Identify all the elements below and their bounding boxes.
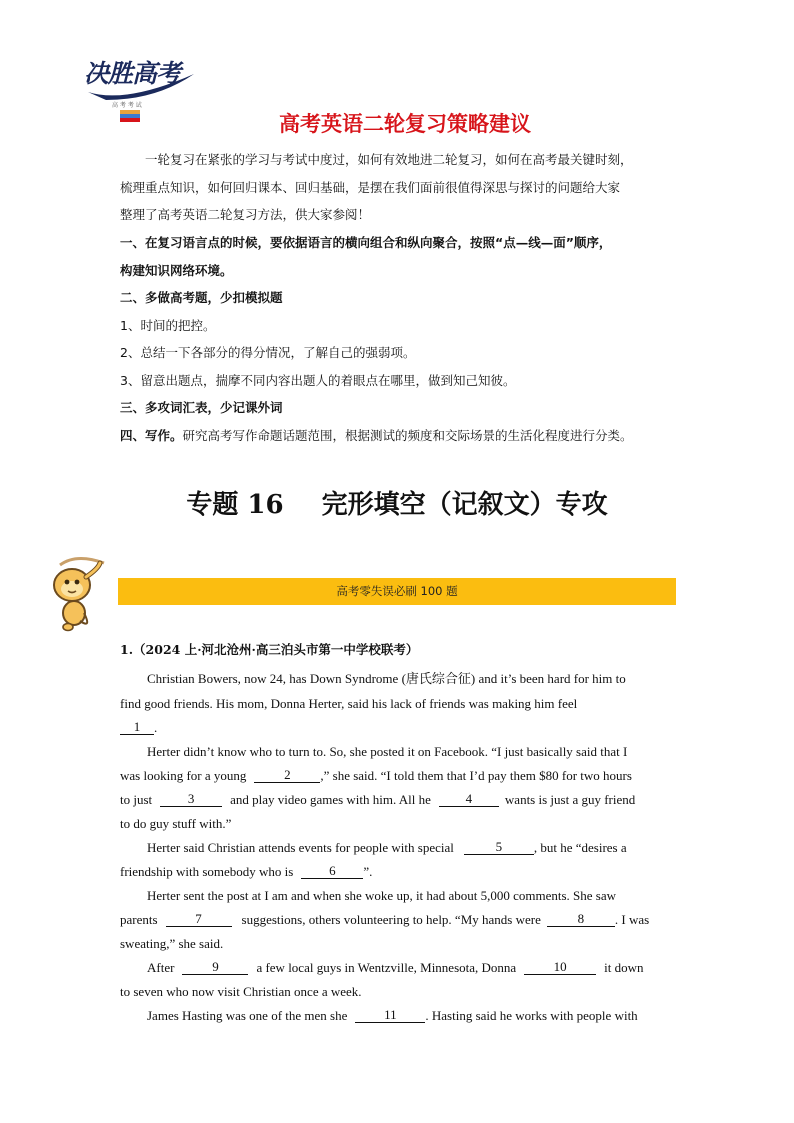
point-3-heading: 三、多攻词汇表，少记课外词 [120,400,283,415]
blank-6[interactable]: 6 [301,864,363,879]
intro-line-1: 一轮复习在紧张的学习与考试中度过，如何有效地进二轮复习，如何在高考最关键时刻， [145,152,633,167]
monkey-mascot-icon [46,555,108,633]
passage-line-1: Christian Bowers, now 24, has Down Syndrome (唐氏综合征) and it’s been hard for him to [147,671,626,686]
passage-line-11: parents 7 suggestions, others volunteering to help. “My hands were 8 . I was [120,911,650,927]
blank-1[interactable]: 1 [120,720,154,735]
passage-line-14: to seven who now visit Christian once a week. [120,984,362,999]
passage-line-8: Herter said Christian attends events for people with special 5 , but he “desires a [147,839,627,855]
passage-line-13: After 9 a few local guys in Wentzville, Minnesota, Donna 10 it down [147,959,644,975]
point-4-heading: 四、写作。 [120,428,183,443]
topic-number: 专题 16 [186,490,284,520]
blank-7[interactable]: 7 [166,912,232,927]
point-2-item-3: 3、留意出题点，揣摩不同内容出题人的着眼点在哪里，做到知己知彼。 [120,373,516,388]
blank-4[interactable]: 4 [439,792,499,807]
blank-3[interactable]: 3 [160,792,222,807]
page-title: 高考英语二轮复习策略建议 [279,112,531,136]
point-1-line-1: 一、在复习语言点的时候，要依据语言的横向组合和纵向聚合，按照“点—线—面”顺序， [120,235,612,250]
logo-brand: 决胜高考 [84,59,181,88]
blank-11[interactable]: 11 [355,1008,425,1023]
passage-line-9: friendship with somebody who is 6 ”. [120,863,373,879]
passage-line-5: was looking for a young 2 ,” she said. “I told them that I’d pay them $80 for two hours [120,767,632,783]
point-1-line-2: 构建知识网络环境。 [120,263,233,278]
topic-title [0,484,794,521]
passage-line-10: Herter sent the post at I am and when she woke up, it had about 5,000 comments. She saw [147,888,616,903]
passage-line-3: 1 . [120,720,676,740]
intro-line-2: 梳理重点知识，如何回归课本、回归基础，是摆在我们面前很值得深思与探讨的问题给大家 [120,180,621,195]
logo-subtext: 高 考 考 试 [112,102,142,109]
passage-line-2: find good friends. His mom, Donna Herter, said his lack of friends was making him feel [120,696,578,711]
passage-line-6: to just 3 and play video games with him. All he 4 wants is just a guy friend [120,791,636,807]
banner: 高考零失误必刷 100 题 [118,578,676,605]
topic-name: 完形填空（记叙文）专攻 [321,490,608,520]
point-4-text: 研究高考写作命题话题范围，根据测试的频度和交际场景的生活化程度进行分类。 [182,428,633,443]
passage-line-4: Herter didn’t know who to turn to. So, she posted it on Facebook. “I just basically said that I [147,744,628,759]
blank-2[interactable]: 2 [254,768,320,783]
point-4 [120,426,680,444]
blank-5[interactable]: 5 [464,840,534,855]
intro-line-3: 整理了高考英语二轮复习方法，供大家参阅！ [120,207,371,222]
passage-line-15: James Hasting was one of the men she 11 . Hasting said he works with people with [147,1007,638,1023]
point-2-item-1: 1、时间的把控。 [120,318,216,333]
blank-9[interactable]: 9 [182,960,248,975]
passage-line-12: sweating,” she said. [120,936,224,951]
passage-line-7: to do guy stuff with.” [120,816,232,831]
blank-8[interactable]: 8 [547,912,615,927]
point-2-heading: 二、多做高考题，少扣模拟题 [120,290,283,305]
point-2-item-2: 2、总结一下各部分的得分情况，了解自己的强弱项。 [120,345,416,360]
question-title: 1.（2024 上·河北沧州·高三泊头市第一中学校联考） [120,642,419,657]
blank-10[interactable]: 10 [524,960,596,975]
